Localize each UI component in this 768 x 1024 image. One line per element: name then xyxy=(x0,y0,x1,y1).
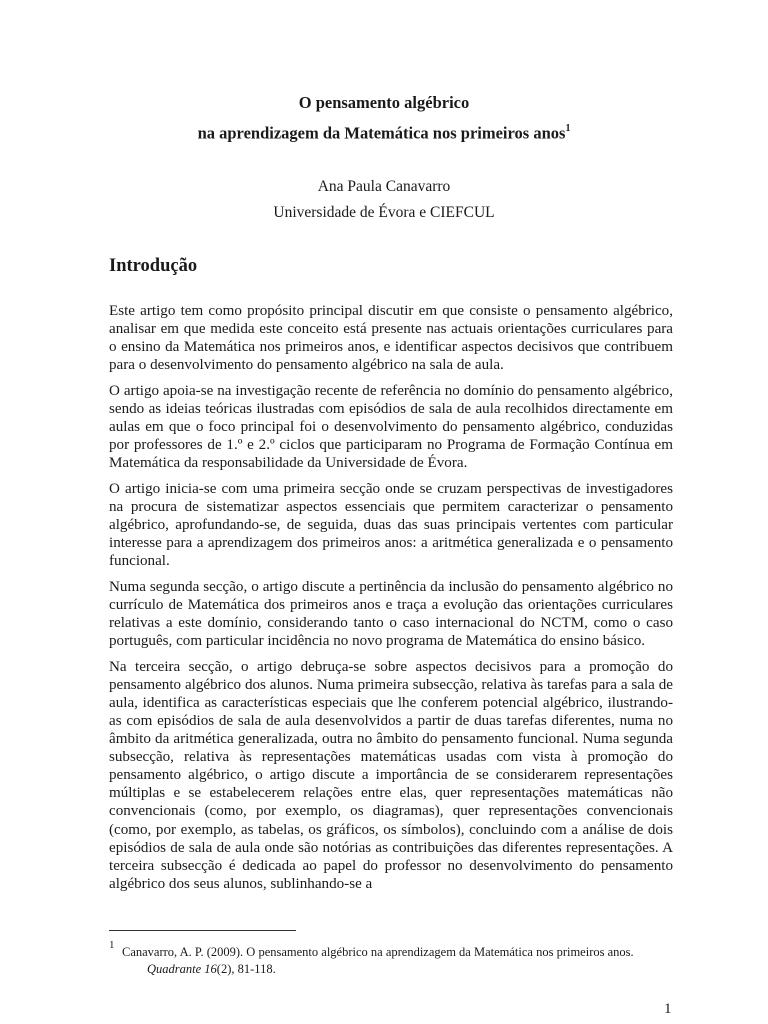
paper-title-text: na aprendizagem da Matemática nos primeiros anos xyxy=(197,123,566,143)
paragraph: O artigo apoia-se na investigação recente de referência no domínio do pensamento algébrico, sendo as ideias teóricas ilustradas com episódios de sala de aula recolhidos directamente em aulas em que o foco principal foi o desenvolvimento do pensamento algébrico, conduzidas por professores de 1.º e 2.º ciclos que participaram no Programa de Formação Contínua em Matemática da responsabilidade da Universidade de Évora. xyxy=(109,382,673,472)
paragraph: Na terceira secção, o artigo debruça-se sobre aspectos decisivos para a promoção do pensamento algébrico dos alunos. Numa primeira subsecção, relativa às tarefas para a sala de aula, identifica as características especiais que lhe conferem potencial algébrico, ilustrando-as com episódios de sala de aula desenvolvidos a partir de duas tarefas diferentes, numa no âmbito da aritmética generalizada, outra no âmbito do pensamento funcional. Numa segunda subsecção, relativa às representações matemáticas usadas com vista à promoção do pensamento algébrico, o artigo discute a importância de se considerarem representações múltiplas e se estabelecerem relações entre elas, quer representações matemáticas não convencionais (como, por exemplo, os diagramas), quer representações convencionais (como, por exemplo, as tabelas, os gráficos, os símbolos), concluindo com a análise de dois episódios de sala de aula onde são notórias as contribuições das diferentes representações. A terceira subsecção é dedicada ao papel do professor no desenvolvimento do pensamento algébrico dos seus alunos, sublinhando-se a xyxy=(109,658,673,892)
paragraph: Este artigo tem como propósito principal discutir em que consiste o pensamento algébrico, analisar em que medida este conceito está presente nas actuais orientações curriculares para o ensino da Matemática nos primeiros anos, e identificar aspectos decisivos que contribuem para o desenvolvimento do pensamento algébrico na sala de aula. xyxy=(109,303,673,374)
footnote-issue-pages: (2), 81-118. xyxy=(216,962,276,976)
paragraph: Numa segunda secção, o artigo discute a pertinência da inclusão do pensamento algébrico no currículo de Matemática dos primeiros anos e traça a evolução das orientações curriculares relativas a este domínio, considerando tanto o caso internacional do NCTM, como o caso português, com particular incidência no novo programa de Matemática do ensino básico. xyxy=(109,578,673,650)
author-affiliation: Universidade de Évora e CIEFCUL xyxy=(273,204,495,221)
paper-title-line-1: O pensamento algébrico xyxy=(298,93,470,112)
paragraph: O artigo inicia-se com uma primeira secção onde se cruzam perspectivas de investigadores na procura de sistematizar aspectos essenciais que permitem caracterizar o pensamento algébrico, aprofundando-se, de seguida, duas das suas principais vertentes com particular interesse para a aprendizagem dos primeiros anos: a aritmética generalizada e o pensamento funcional. xyxy=(109,480,673,570)
footnote-separator xyxy=(109,930,296,931)
title-footnote-ref[interactable]: 1 xyxy=(565,123,571,134)
author-name: Ana Paula Canavarro xyxy=(317,178,451,195)
footnote-journal: Quadrante 16 xyxy=(147,962,217,976)
footnote-citation-source xyxy=(147,961,276,978)
body-text xyxy=(109,302,673,900)
paper-title-line-2 xyxy=(0,116,768,147)
footnote-mark: 1 xyxy=(109,939,115,951)
section-heading: Introdução xyxy=(109,256,198,276)
page-number: 1 xyxy=(664,1001,672,1017)
footnote-citation: Canavarro, A. P. (2009). O pensamento algébrico na aprendizagem da Matemática nos primeiros anos. xyxy=(122,945,634,959)
